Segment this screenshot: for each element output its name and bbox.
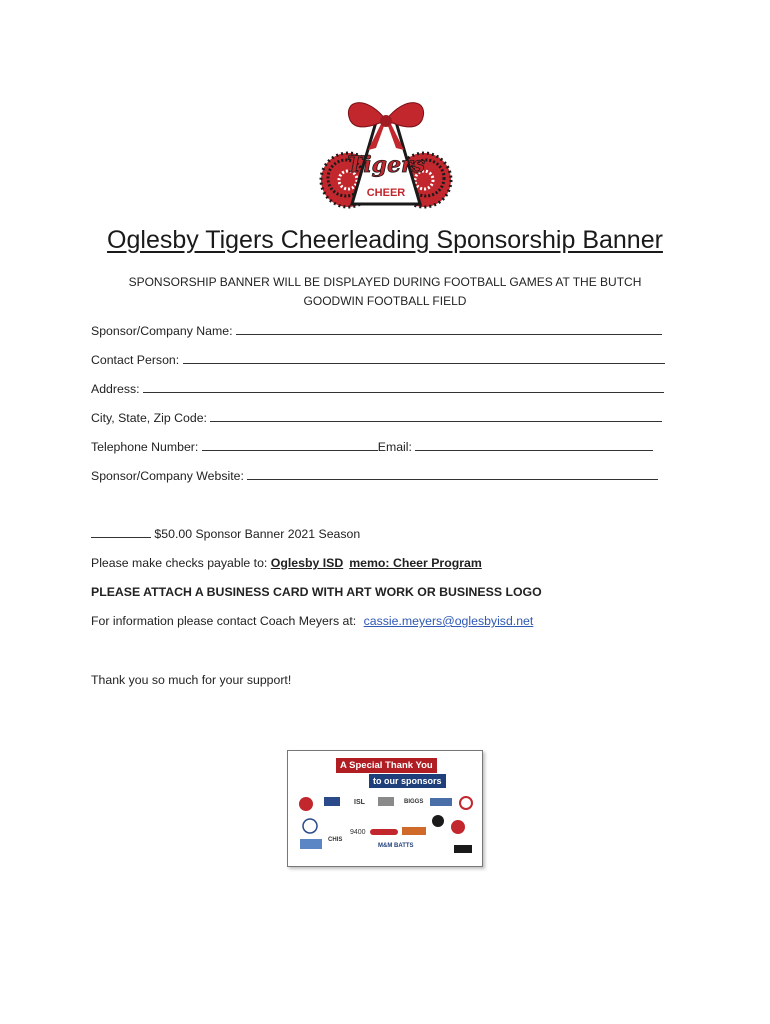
logo-cheer-text: CHEER — [366, 187, 406, 199]
telephone-field[interactable] — [202, 439, 378, 451]
address-field[interactable] — [143, 381, 664, 393]
contact-prefix: For information please contact Coach Meyers at: — [91, 614, 357, 628]
attach-notice: PLEASE ATTACH A BUSINESS CARD WITH ART WORK OR BUSINESS LOGO — [91, 585, 542, 599]
sponsor-logo-9400: 9400 — [350, 829, 366, 836]
price-row — [91, 526, 360, 541]
sponsor-thank-you-image — [287, 750, 483, 867]
website-field[interactable] — [247, 468, 658, 480]
address-row — [91, 381, 664, 396]
card-heading-1: A Special Thank You — [336, 758, 437, 773]
contact-person-field[interactable] — [183, 352, 665, 364]
sponsor-logo-mm-batts: M&M BATTS — [378, 843, 414, 849]
sponsor-name-field[interactable] — [236, 323, 662, 335]
subtitle: SPONSORSHIP BANNER WILL BE DISPLAYED DURING FOOTBALL GAMES AT THE BUTCH GOODWIN FOOTBALL FIELD — [128, 275, 642, 308]
city-state-zip-row — [91, 410, 662, 425]
card-heading-2: to our sponsors — [369, 774, 446, 788]
sponsor-logo-chis: CHIS — [328, 837, 343, 843]
contact-row — [91, 614, 533, 628]
contact-person-row — [91, 352, 665, 367]
contact-person-label: Contact Person: — [91, 353, 180, 367]
website-row — [91, 468, 658, 483]
checks-prefix: Please make checks payable to: — [91, 556, 268, 570]
sponsor-logo-biggs: BIGGS — [404, 799, 424, 805]
checks-row — [91, 556, 482, 570]
sponsor-name-label: Sponsor/Company Name: — [91, 324, 233, 338]
checks-payee: Oglesby ISD — [270, 556, 344, 570]
city-state-zip-field[interactable] — [210, 410, 662, 422]
sponsor-name-row — [91, 323, 662, 338]
city-state-zip-label: City, State, Zip Code: — [91, 411, 207, 425]
tigers-cheer-logo — [316, 92, 454, 214]
email-field[interactable] — [415, 439, 653, 451]
telephone-email-row — [91, 439, 653, 454]
sponsor-logo-isl: ISL — [354, 799, 365, 806]
logo-tigers-text: Tigers — [346, 152, 426, 178]
address-label: Address: — [91, 382, 140, 396]
website-label: Sponsor/Company Website: — [91, 469, 244, 483]
contact-email-link[interactable]: cassie.meyers@oglesbyisd.net — [363, 614, 534, 628]
telephone-label: Telephone Number: — [91, 440, 199, 454]
thanks-text: Thank you so much for your support! — [91, 673, 292, 687]
price-text: $50.00 Sponsor Banner 2021 Season — [154, 527, 361, 541]
checks-memo: memo: Cheer Program — [349, 556, 482, 570]
page-title: Oglesby Tigers Cheerleading Sponsorship Banner — [107, 226, 663, 254]
price-checkbox-blank[interactable] — [91, 526, 151, 538]
email-label: Email: — [377, 440, 412, 454]
